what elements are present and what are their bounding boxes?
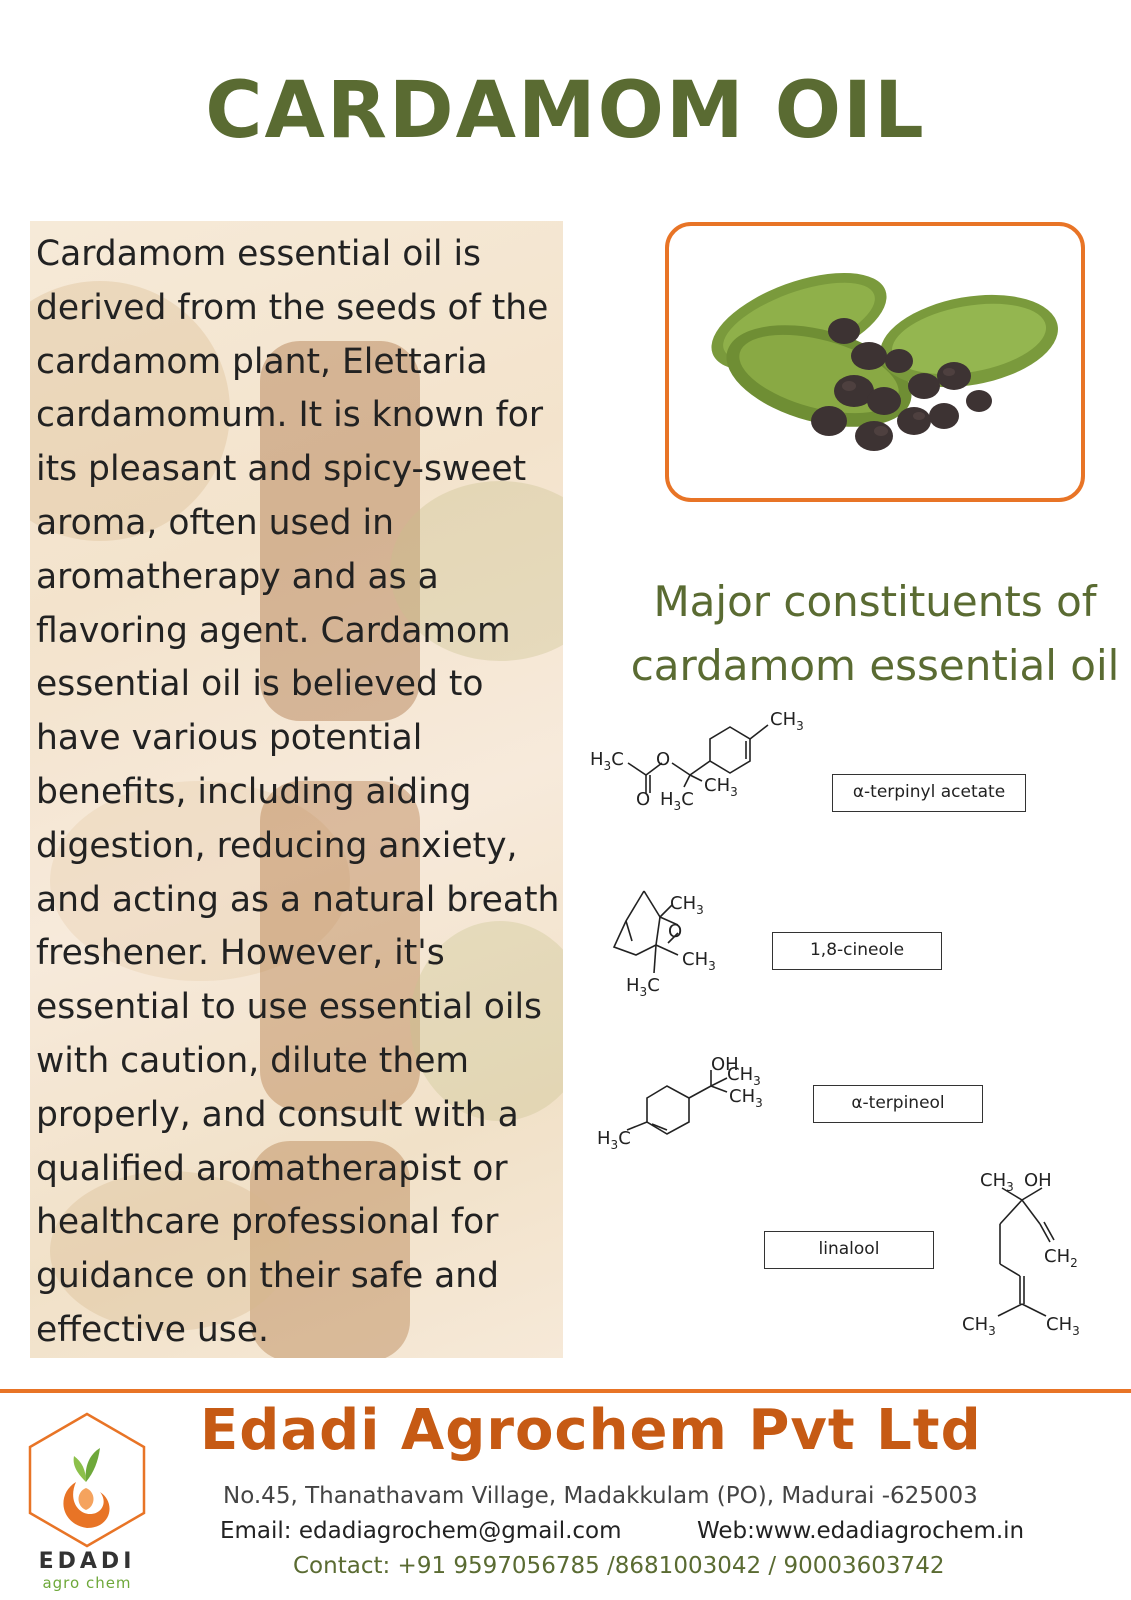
h3c-label: $H_3C$ bbox=[597, 1128, 631, 1152]
constituent-label-cineole: 1,8-cineole bbox=[772, 932, 942, 970]
cardamom-pods-image bbox=[669, 226, 1081, 498]
o-carbonyl-label: O bbox=[636, 789, 651, 810]
footer-divider bbox=[0, 1389, 1131, 1393]
oh-label: OH bbox=[711, 1054, 739, 1075]
ch2-label: $CH_2$ bbox=[1044, 1246, 1078, 1270]
h3c-label: $H_3C$ bbox=[626, 975, 660, 999]
terpineol-structure bbox=[597, 1052, 787, 1162]
ch3-label: $CH_3$ bbox=[770, 709, 804, 733]
cardamom-photo-frame bbox=[665, 222, 1085, 502]
edadi-logo bbox=[20, 1410, 155, 1595]
description-text: Cardamom essential oil is derived from the seeds of the cardamom plant, Elettaria cardamomum. It is known for its pleasant and spicy-sweet aroma, often used in aromatherapy and as a flavoring agent. Cardamom essential oil is believed to have various potential benefits, including aiding digestion, reducing anxiety, and acting as a natural breath freshener. However, it's essential to use essential oils with caution, dilute them properly, and consult with a qualified aromatherapist or healthcare professional for guidance on their safe and effective use. bbox=[36, 234, 560, 1350]
constituent-label-terpineol: α-terpineol bbox=[813, 1085, 983, 1123]
oh-label: OH bbox=[1024, 1170, 1052, 1191]
ch3-label: $CH_3$ bbox=[682, 949, 716, 973]
h3c-label: $H_3C$ bbox=[590, 749, 624, 773]
cineole-structure bbox=[596, 885, 746, 1015]
ch3-label: $CH_3$ bbox=[727, 1064, 761, 1088]
ch3-label: $CH_3$ bbox=[1046, 1314, 1080, 1338]
ch3-label: $CH_3$ bbox=[670, 893, 704, 917]
company-address: No.45, Thanathavam Village, Madakkulam (PO), Madurai -625003 bbox=[223, 1483, 978, 1509]
constituent-label-linalool: linalool bbox=[764, 1231, 934, 1269]
ch3-label: $CH_3$ bbox=[980, 1170, 1014, 1194]
logo-word: EDADI bbox=[38, 1549, 136, 1574]
o-label: O bbox=[656, 749, 671, 770]
company-website[interactable]: Web:www.edadiagrochem.in bbox=[697, 1518, 1025, 1544]
terpinyl-acetate-structure bbox=[590, 705, 820, 815]
company-name: Edadi Agrochem Pvt Ltd bbox=[200, 1398, 982, 1463]
constituent-label-terpinyl-acetate: α-terpinyl acetate bbox=[832, 774, 1026, 812]
o-label: O bbox=[668, 921, 683, 942]
constituents-heading: Major constituents of cardamom essential oil bbox=[630, 577, 1120, 690]
h3c-label: $H_3C$ bbox=[660, 789, 694, 813]
ch3-label: $CH_3$ bbox=[704, 775, 738, 799]
ch3-label: $CH_3$ bbox=[729, 1086, 763, 1110]
ch3-label: $CH_3$ bbox=[962, 1314, 996, 1338]
logo-subtitle: agro chem bbox=[42, 1574, 132, 1592]
page-title: CARDAMOM OIL bbox=[205, 66, 926, 156]
company-email[interactable]: Email: edadiagrochem@gmail.com bbox=[220, 1518, 622, 1544]
linalool-structure bbox=[962, 1168, 1102, 1338]
company-contact: Contact: +91 9597056785 /8681003042 / 90003603742 bbox=[293, 1553, 945, 1579]
